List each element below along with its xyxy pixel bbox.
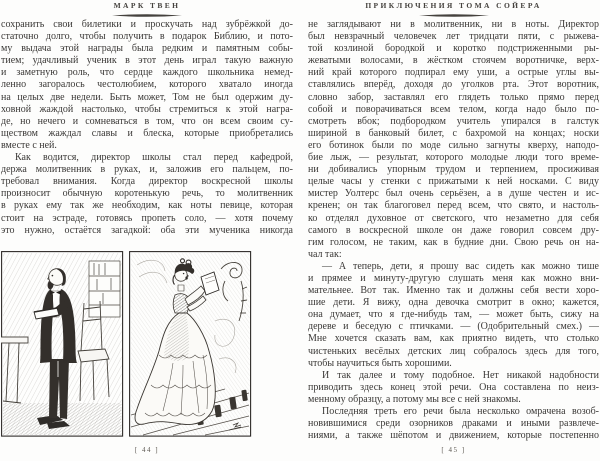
text-line: ленно загоралось честолюбием, которого хватало иногда xyxy=(1,79,293,91)
text-line: и прямее и минуту-другую слушать меня как можно вни- xyxy=(308,272,599,284)
text-line: и заметную роль, что сердце каждого школьника немед- xyxy=(1,67,293,79)
text-line: собой и поворачиваться всем телом, когда надо было по- xyxy=(308,103,599,115)
text-line: новившимися среди озорников драками и иными развлече- xyxy=(308,418,599,430)
text-line: смотреть вбок; подбородком учитель упирался в галстук xyxy=(308,115,599,127)
header-rule xyxy=(1,13,293,17)
text-line: статочно долго, чтобы получить в подарок Библию, и пото- xyxy=(1,31,293,43)
text-line: дереве и беседую с птичками. — (Одобрительный смех.) — xyxy=(308,321,599,333)
text-line: той козлиной бородкой и коротко подстриженными ры- xyxy=(308,43,599,55)
text-line: ховной жаждой настолько, чтобы стремиться к этой награ- xyxy=(1,103,293,115)
text-line: жеватыми волосами, в жёстком стоячем воротничке, верх- xyxy=(308,55,599,67)
text-line: приводить здесь конец этой речи. Она составлена по неиз- xyxy=(308,381,599,393)
text-line: — А теперь, дети, я прошу вас сидеть как можно тише xyxy=(322,260,599,272)
text-line: Мне хочется сказать вам, как приятно видеть, что столько xyxy=(308,333,599,345)
text-line: мистер Уолтерс был очень серьёзен, а в душе честен и ис- xyxy=(308,188,599,200)
text-line: чтобы научиться быть хорошими. xyxy=(308,357,452,369)
text-line: требовал внимания. Когда директор воскресной школы xyxy=(1,176,293,188)
text-line: самого в воскресной школе он даже говорил совсем дру- xyxy=(308,224,599,236)
text-line: ществом жаждал славы и блеска, которые приобретались xyxy=(1,127,293,139)
text-line: Последняя треть его речи была несколько омрачена возоб- xyxy=(322,406,599,417)
text-line: И так далее и тому подобное. Нет никакой надобности xyxy=(322,369,599,381)
header-rule-ornament xyxy=(419,14,489,17)
text-line: кренен; он так благоговел перед всем, что свято, и настоль- xyxy=(308,200,599,212)
text-line: не заглядывают ни в молитвенник, ни в ноты. Директор xyxy=(308,19,599,30)
text-line: целые часы у стенки с прижатыми к ней носками. С виду xyxy=(308,176,599,188)
text-line: сохранить свои билетики и проскучать над зубрёжкой до- xyxy=(1,19,293,30)
page-number-right: [ 45 ] xyxy=(441,446,466,454)
text-line: ний край которого подпирал ему уши, а острые углы вы- xyxy=(308,67,599,79)
text-line: чал так: xyxy=(308,248,342,260)
page-text xyxy=(1,19,293,237)
engraving-illustration xyxy=(1,251,254,437)
text-line: чистеньких весёлых детских лиц собралось здесь для того, xyxy=(308,345,599,357)
page-right xyxy=(308,0,599,461)
text-line: вместе с ней. xyxy=(1,139,57,151)
text-line: ниями, а также шёпотом и движением, которые постепенно xyxy=(308,430,599,442)
text-line: на целых две недели. Быть может, Том не был одержим ду- xyxy=(1,91,293,103)
text-line: стоит на эстраде, готовясь пропеть соло, — хотя почему xyxy=(1,212,293,224)
page-left xyxy=(1,0,293,461)
text-line: шириной в банковый билет, с бахромой на концах; носки xyxy=(308,127,599,139)
text-line: мательнее. Вот так. Именно так и должны себя вести хоро- xyxy=(308,285,599,297)
text-line: ни добивались упорным трудом и терпением, просиживая xyxy=(308,164,599,176)
page-number-left: [ 44 ] xyxy=(134,446,160,454)
text-line: тием; удачливый ученик в этот день играл такую важную xyxy=(1,55,293,67)
text-line: де, но нечего и сомневаться в том, что он всем своим су- xyxy=(1,115,293,127)
text-line: словно забор, заставлял его глядеть только прямо перед xyxy=(308,91,599,103)
header-rule-ornament xyxy=(112,14,182,17)
text-line: бие лыж, — результат, которого молодые люди того време- xyxy=(308,152,599,164)
text-line: держа молитвенник в руках, и, заложив его пальцем, по- xyxy=(1,164,293,176)
text-line: Как водится, директор школы стал перед кафедрой, xyxy=(15,152,293,164)
running-head-title: ПРИКЛЮЧЕНИЯ ТОМА СОЙЕРА xyxy=(365,1,542,10)
text-line: менному образцу, а потому мы все с ней знакомы. xyxy=(308,393,521,405)
engraving-svg xyxy=(1,251,254,437)
header-rule xyxy=(308,13,599,17)
text-line: му выдача этой награды была редким и памятным собы- xyxy=(1,43,293,55)
text-line: был невзрачный человечек лет тридцати пяти, с рыжева- xyxy=(308,31,599,43)
text-line: гим голосом, не таким, как в будние дни. Свою речь он на- xyxy=(308,236,599,248)
text-line: в руках ему так же необходим, как ноты певице, которая xyxy=(1,200,293,212)
illustration-panel-director xyxy=(1,252,123,437)
illustration-panel-singer xyxy=(130,252,251,437)
text-line: шие дети. Я вижу, одна девочка смотрит в окно; кажется, xyxy=(308,297,599,309)
running-head-author: МАРК ТВЕН xyxy=(113,1,181,10)
text-line: ставлялись вперёд, доходя до уголков рта. Этот воротник, xyxy=(308,79,599,91)
text-line: ко отделял духовное от светского, что незаметно для себя xyxy=(308,212,599,224)
text-line: произносит обычную коротенькую речь, то молитвенник xyxy=(1,188,293,200)
page-text xyxy=(308,19,599,442)
text-line: его ботинок были по моде сильно загнуты кверху, наподо- xyxy=(308,139,599,151)
text-line: это нужно, остаётся загадкой: оба эти мученика никогда xyxy=(1,224,293,236)
text-line: она думает, что я где-нибудь там, — может быть, сижу на xyxy=(308,309,599,321)
